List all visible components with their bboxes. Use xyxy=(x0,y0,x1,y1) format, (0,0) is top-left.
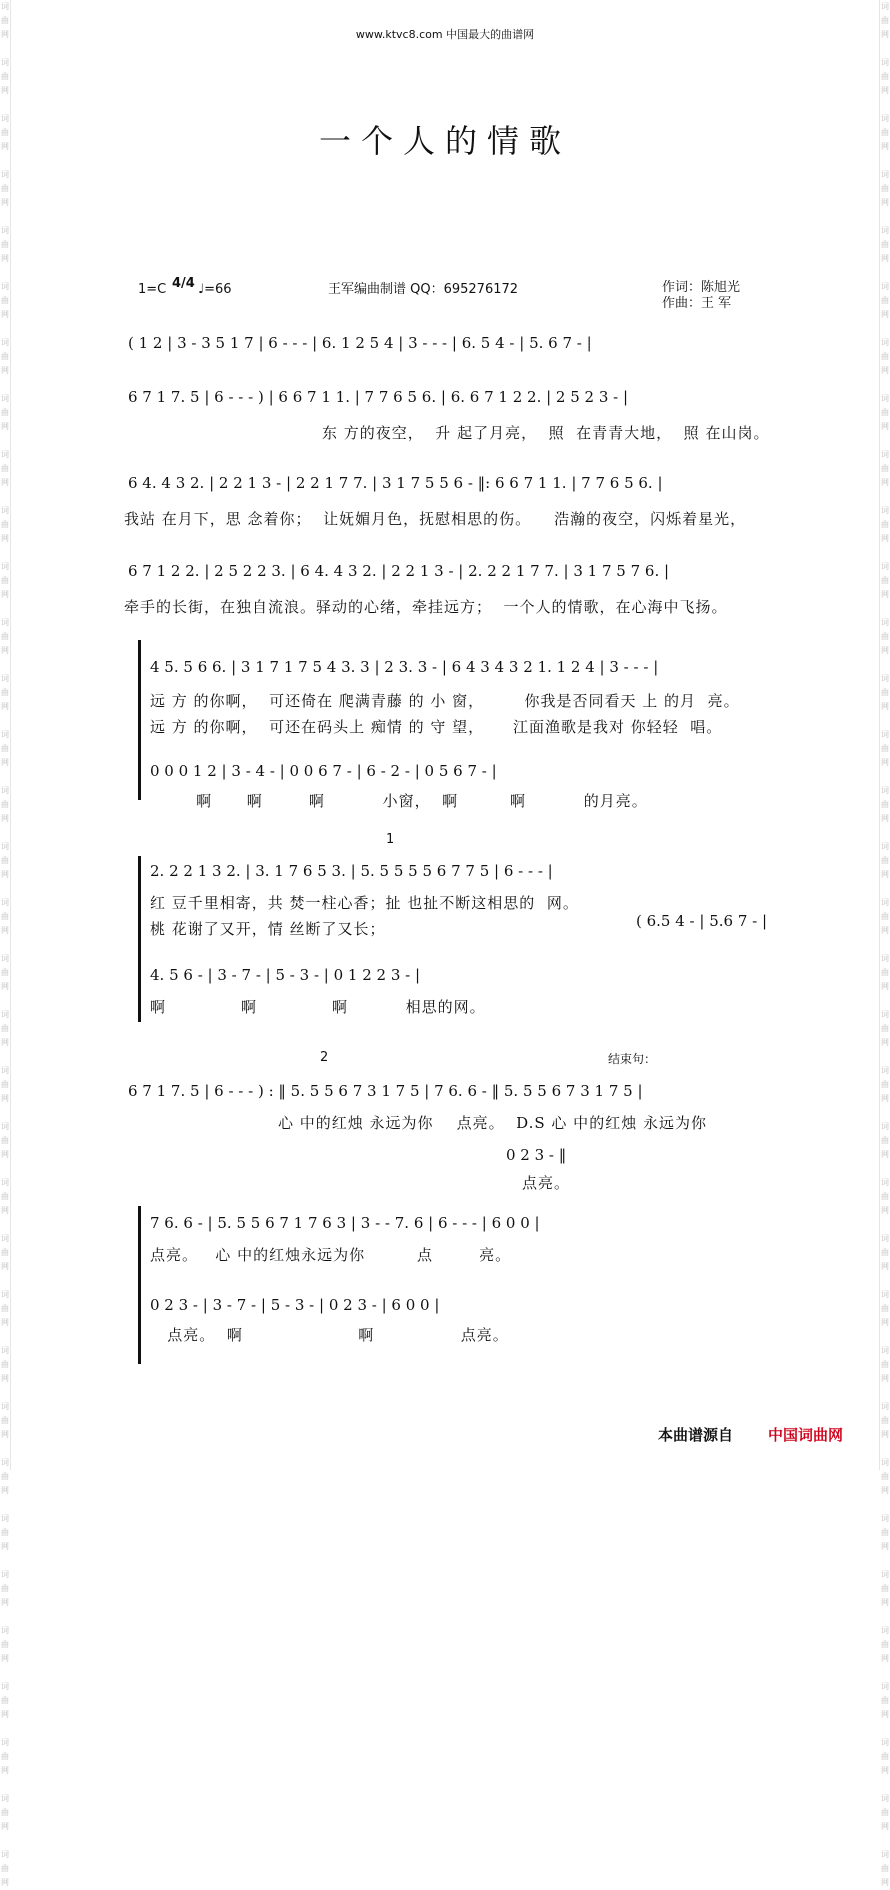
site-url[interactable]: www.ktvc8.com 中国最大的曲谱网 xyxy=(355,28,535,41)
watermark-strip-right: 词 曲 网 词 曲 网 词 曲 网 词 曲 网 词 曲 网 词 曲 网 词 曲 网 词 曲 网 词 曲 网 词 曲 网 词 曲 网 词 曲 网 词 曲 网 词 曲 网 词 曲 网 词 曲 网 词 曲 网 词 曲 网 词 曲 网 词 曲 网 词 曲 网 词 曲 网 词 曲 网 词 曲 网 词 曲 网 词 曲 网 词 曲 网 词 曲 网 词 曲 网 词 曲 网 词 曲 网 词 曲 网 词 曲 网 词 曲 网 xyxy=(881,2,889,1887)
notation-line: 0 0 0 1 2 | 3 - 4 - | 0 0 6 7 - | 6 - 2 - | 0 5 6 7 - | xyxy=(150,762,497,780)
lyric-line: 啊 啊 啊 小窗， 啊 啊 的月亮。 xyxy=(150,792,648,810)
lyric-line: 心 中的红烛 永远为你 点亮。 D.S 心 中的红烛 永远为你 xyxy=(128,1114,707,1132)
arranger-credit: 王军编曲制谱 QQ：695276172 xyxy=(328,282,519,297)
source-label: 本曲谱源自 xyxy=(658,1426,734,1444)
notation-line: 4 5. 5 6 6. | 3 1 7 1 7 5 4 3. 3 | 2 3. 3 - | 6 4 3 4 3 2 1. 1 2 4 | 3 - - - | xyxy=(150,658,659,676)
volta-1: 1 xyxy=(386,832,395,847)
lyric-line: 红 豆千里相寄，共 焚一柱心香；扯 也扯不断这相思的 网。 xyxy=(150,894,579,912)
lyric-line: 点亮。 心 中的红烛永远为你 点 亮。 xyxy=(150,1246,512,1264)
lyric-line: 点亮。 xyxy=(522,1174,571,1192)
side-phrase: ( 6.5 4 - | 5.6 7 - | xyxy=(636,912,768,930)
lyric-line: 桃 花谢了又开，情 丝断了又长； xyxy=(150,920,386,938)
lyric-line: 点亮。 啊 啊 点亮。 xyxy=(150,1326,509,1344)
lyric-line: 啊 啊 啊 相思的网。 xyxy=(150,998,486,1016)
notation-line: ( 1 2 | 3 - 3 5 1 7 | 6 - - - | 6. 1 2 5 4 | 3 - - - | 6. 5 4 - | 5. 6 7 - | xyxy=(128,334,592,352)
notation-line: 4. 5 6 - | 3 - 7 - | 5 - 3 - | 0 1 2 2 3 - | xyxy=(150,966,421,984)
lyric-line: 牵手的长街，在独自流浪。驿动的心绪，牵挂远方； 一个人的情歌，在心海中飞扬。 xyxy=(124,598,728,616)
lyric-line: 远 方 的你啊， 可还倚在 爬满青藤 的 小 窗， 你我是否同看天 上 的月 亮。 xyxy=(150,692,740,710)
notation-line: 2. 2 2 1 3 2. | 3. 1 7 6 5 3. | 5. 5 5 5 5 6 7 7 5 | 6 - - - | xyxy=(150,862,553,880)
source-site-link[interactable]: 中国词曲网 xyxy=(768,1426,844,1444)
notation-line: 6 7 1 2 2. | 2 5 2 2 3. | 6 4. 4 3 2. | 2 2 1 3 - | 2. 2 2 1 7 7. | 3 1 7 5 7 6. | xyxy=(128,562,670,580)
volta-2: 2 xyxy=(320,1050,329,1065)
lyricist-credit: 作词：陈旭光 xyxy=(662,280,741,295)
time-signature: 4/4 xyxy=(172,276,195,291)
system-brace xyxy=(138,1206,147,1364)
composer-credit: 作曲：王 军 xyxy=(662,296,732,311)
lyric-line: 远 方 的你啊， 可还在码头上 痴情 的 守 望， 江面渔歌是我对 你轻轻 唱。 xyxy=(150,718,723,736)
ending-label: 结束句： xyxy=(608,1052,657,1066)
lyric-line: 我站 在月下，思 念着你； 让妩媚月色，抚慰相思的伤。 浩瀚的夜空，闪烁着星光， xyxy=(124,510,747,528)
song-title: 一个人的情歌 xyxy=(318,122,571,160)
tempo: ♩=66 xyxy=(198,282,232,297)
notation-line: 6 7 1 7. 5 | 6 - - - ) : ‖ 5. 5 5 6 7 3 1 7 5 | 7 6. 6 - ‖ 5. 5 5 6 7 3 1 7 5 | xyxy=(128,1082,643,1100)
system-brace xyxy=(138,856,147,1022)
notation-line: 7 6. 6 - | 5. 5 5 6 7 1 7 6 3 | 3 - - 7. 6 | 6 - - - | 6 0 0 | xyxy=(150,1214,540,1232)
lyric-line: 东 方的夜空， 升 起了月亮， 照 在青青大地， 照 在山岗。 xyxy=(322,424,770,442)
notation-line: 0 2 3 - ‖ xyxy=(506,1146,567,1164)
key-signature: 1=C xyxy=(138,282,167,297)
notation-line: 0 2 3 - | 3 - 7 - | 5 - 3 - | 0 2 3 - | 6 0 0 | xyxy=(150,1296,440,1314)
notation-line: 6 7 1 7. 5 | 6 - - - ) | 6 6 7 1 1. | 7 7 6 5 6. | 6. 6 7 1 2 2. | 2 5 2 3 - | xyxy=(128,388,629,406)
system-brace xyxy=(138,640,147,800)
notation-line: 6 4. 4 3 2. | 2 2 1 3 - | 2 2 1 7 7. | 3 1 7 5 5 6 - ‖: 6 6 7 1 1. | 7 7 6 5 6. | xyxy=(128,474,663,492)
watermark-strip-left: 词 曲 网 词 曲 网 词 曲 网 词 曲 网 词 曲 网 词 曲 网 词 曲 网 词 曲 网 词 曲 网 词 曲 网 词 曲 网 词 曲 网 词 曲 网 词 曲 网 词 曲 网 词 曲 网 词 曲 网 词 曲 网 词 曲 网 词 曲 网 词 曲 网 词 曲 网 词 曲 网 词 曲 网 词 曲 网 词 曲 网 词 曲 网 词 曲 网 词 曲 网 词 曲 网 词 曲 网 词 曲 网 词 曲 网 词 曲 网 xyxy=(1,2,9,1887)
